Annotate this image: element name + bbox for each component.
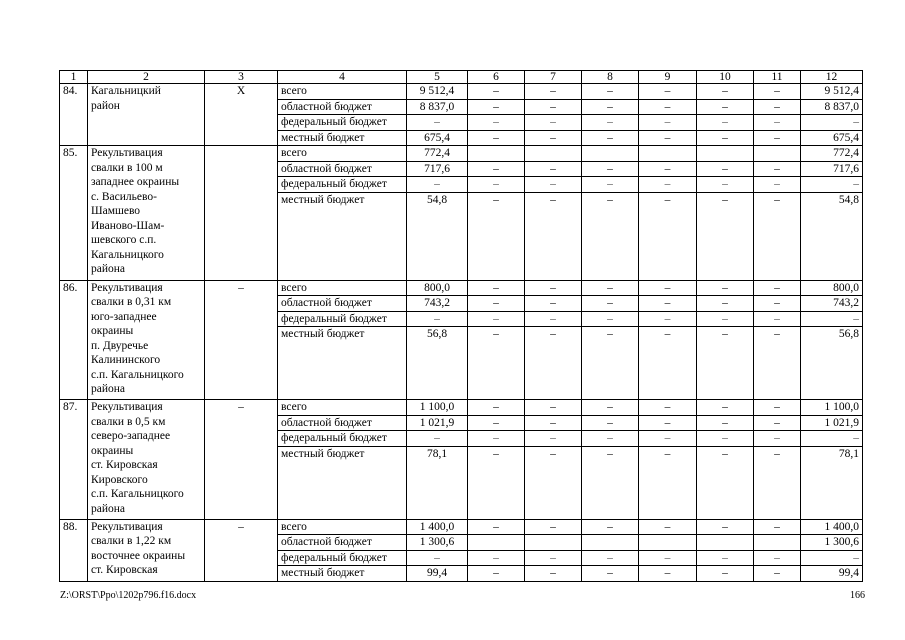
cell-year-value: – bbox=[582, 192, 639, 280]
cell-year-value: – bbox=[468, 415, 525, 431]
cell-year-value: – bbox=[754, 311, 801, 327]
cell-total: – bbox=[407, 550, 468, 566]
column-header: 12 bbox=[801, 71, 863, 84]
funding-source: федеральный бюджет bbox=[278, 550, 407, 566]
cell-year-value: – bbox=[582, 161, 639, 177]
cell-year-value: – bbox=[697, 192, 754, 280]
funding-source: всего bbox=[278, 280, 407, 296]
row-number: 87. bbox=[60, 400, 88, 520]
object-name-line: северо-западнее bbox=[91, 430, 171, 442]
cell-total: – bbox=[407, 311, 468, 327]
cell-year-value bbox=[754, 535, 801, 551]
funding-source: областной бюджет bbox=[278, 161, 407, 177]
funding-source: областной бюджет bbox=[278, 415, 407, 431]
cell-year-value: – bbox=[697, 566, 754, 582]
cell-year-value: – bbox=[582, 177, 639, 193]
cell-final: 1 100,0 bbox=[801, 400, 863, 416]
cell-year-value: – bbox=[468, 566, 525, 582]
cell-total: 99,4 bbox=[407, 566, 468, 582]
cell-year-value: – bbox=[582, 280, 639, 296]
cell-year-value: – bbox=[639, 400, 697, 416]
cell-year-value: – bbox=[582, 84, 639, 100]
cell-year-value: – bbox=[697, 519, 754, 535]
cell-year-value: – bbox=[754, 327, 801, 400]
object-name-line: район bbox=[91, 99, 120, 112]
cell-year-value: – bbox=[639, 115, 697, 131]
object-name-line: юго-западнее bbox=[91, 310, 157, 323]
table-header-row bbox=[60, 71, 863, 84]
cell-total: 743,2 bbox=[407, 296, 468, 312]
column-header: 3 bbox=[205, 71, 278, 84]
object-name-line: свалки в 100 м bbox=[91, 161, 163, 174]
row-number: 84. bbox=[60, 84, 88, 146]
cell-year-value bbox=[468, 146, 525, 162]
object-name-line: ст. Кировская bbox=[91, 459, 158, 471]
cell-final: 1 400,0 bbox=[801, 519, 863, 535]
cell-year-value: – bbox=[582, 550, 639, 566]
cell-year-value: – bbox=[525, 431, 582, 447]
object-name-line: Рекультивация bbox=[91, 281, 163, 294]
cell-total: – bbox=[407, 431, 468, 447]
footer-file-path: Z:\ORST\Ppo\1202p796.f16.docx bbox=[60, 590, 197, 601]
row-number: 86. bbox=[60, 280, 88, 400]
cell-year-value: – bbox=[468, 296, 525, 312]
cell-year-value: – bbox=[582, 400, 639, 416]
footer-page-number: 166 bbox=[850, 590, 865, 601]
object-name-line: Рекультивация bbox=[91, 520, 163, 533]
cell-year-value: – bbox=[468, 115, 525, 131]
cell-final: 1 021,9 bbox=[801, 415, 863, 431]
cell-year-value: – bbox=[697, 161, 754, 177]
column-3-value: Х bbox=[205, 84, 278, 146]
object-name-line: Шамшево bbox=[91, 205, 141, 217]
object-name-line: шевского с.п. bbox=[91, 234, 157, 246]
cell-year-value: – bbox=[468, 400, 525, 416]
cell-year-value: – bbox=[754, 280, 801, 296]
column-header: 6 bbox=[468, 71, 525, 84]
cell-final: 78,1 bbox=[801, 446, 863, 519]
cell-final: 9 512,4 bbox=[801, 84, 863, 100]
funding-source: местный бюджет bbox=[278, 566, 407, 582]
cell-year-value: – bbox=[754, 431, 801, 447]
cell-year-value: – bbox=[468, 177, 525, 193]
cell-year-value: – bbox=[525, 446, 582, 519]
cell-year-value: – bbox=[639, 327, 697, 400]
object-name-line: свалки в 0,5 км bbox=[91, 415, 166, 428]
object-name-line: окраины bbox=[91, 325, 134, 337]
cell-total: 1 100,0 bbox=[407, 400, 468, 416]
funding-source: федеральный бюджет bbox=[278, 177, 407, 193]
cell-year-value: – bbox=[754, 519, 801, 535]
funding-source: областной бюджет bbox=[278, 296, 407, 312]
cell-year-value: – bbox=[468, 280, 525, 296]
cell-year-value bbox=[697, 146, 754, 162]
cell-year-value: – bbox=[754, 115, 801, 131]
cell-year-value: – bbox=[754, 130, 801, 146]
cell-year-value: – bbox=[525, 311, 582, 327]
table-row bbox=[60, 400, 863, 416]
row-number: 85. bbox=[60, 146, 88, 281]
column-header: 9 bbox=[639, 71, 697, 84]
cell-year-value: – bbox=[525, 177, 582, 193]
funding-source: всего bbox=[278, 519, 407, 535]
cell-year-value: – bbox=[754, 192, 801, 280]
funding-source: федеральный бюджет bbox=[278, 115, 407, 131]
table-row bbox=[60, 146, 863, 162]
cell-year-value: – bbox=[639, 177, 697, 193]
cell-year-value: – bbox=[582, 130, 639, 146]
cell-year-value bbox=[468, 535, 525, 551]
cell-year-value: – bbox=[697, 550, 754, 566]
cell-year-value: – bbox=[525, 115, 582, 131]
funding-source: всего bbox=[278, 146, 407, 162]
object-name-line: Кагальницкого bbox=[91, 248, 164, 261]
cell-total: 1 400,0 bbox=[407, 519, 468, 535]
cell-final: 800,0 bbox=[801, 280, 863, 296]
cell-total: 1 021,9 bbox=[407, 415, 468, 431]
cell-year-value: – bbox=[468, 84, 525, 100]
funding-source: федеральный бюджет bbox=[278, 311, 407, 327]
cell-year-value: – bbox=[525, 99, 582, 115]
cell-total: – bbox=[407, 177, 468, 193]
cell-year-value: – bbox=[468, 550, 525, 566]
column-3-value: – bbox=[205, 280, 278, 400]
cell-final: 54,8 bbox=[801, 192, 863, 280]
cell-year-value: – bbox=[639, 130, 697, 146]
column-header: 2 bbox=[88, 71, 205, 84]
object-name-line: п. Двуречье bbox=[91, 339, 149, 352]
cell-total: 56,8 bbox=[407, 327, 468, 400]
cell-year-value bbox=[639, 146, 697, 162]
cell-year-value: – bbox=[754, 566, 801, 582]
cell-year-value: – bbox=[639, 192, 697, 280]
cell-year-value: – bbox=[754, 550, 801, 566]
funding-source: областной бюджет bbox=[278, 535, 407, 551]
cell-year-value: – bbox=[697, 84, 754, 100]
cell-year-value: – bbox=[639, 311, 697, 327]
table-row bbox=[60, 519, 863, 535]
cell-year-value: – bbox=[582, 327, 639, 400]
object-name-line: района bbox=[91, 383, 126, 395]
column-3-value bbox=[205, 146, 278, 281]
object-name bbox=[88, 84, 205, 146]
object-name bbox=[88, 280, 205, 400]
cell-total: 772,4 bbox=[407, 146, 468, 162]
cell-total: 675,4 bbox=[407, 130, 468, 146]
cell-year-value: – bbox=[525, 566, 582, 582]
cell-year-value bbox=[639, 535, 697, 551]
cell-year-value bbox=[582, 535, 639, 551]
cell-total: 8 837,0 bbox=[407, 99, 468, 115]
funding-source: всего bbox=[278, 84, 407, 100]
cell-year-value: – bbox=[582, 311, 639, 327]
column-header: 10 bbox=[697, 71, 754, 84]
object-name-line: окраины bbox=[91, 444, 134, 457]
cell-final: – bbox=[801, 311, 863, 327]
funding-source: местный бюджет bbox=[278, 446, 407, 519]
cell-year-value: – bbox=[582, 446, 639, 519]
cell-year-value: – bbox=[639, 550, 697, 566]
table-row bbox=[60, 84, 863, 100]
cell-year-value: – bbox=[582, 519, 639, 535]
cell-total: 54,8 bbox=[407, 192, 468, 280]
cell-year-value: – bbox=[754, 296, 801, 312]
cell-year-value bbox=[582, 146, 639, 162]
cell-year-value: – bbox=[468, 99, 525, 115]
cell-final: 772,4 bbox=[801, 146, 863, 162]
cell-year-value bbox=[525, 535, 582, 551]
object-name bbox=[88, 146, 205, 281]
cell-total: 717,6 bbox=[407, 161, 468, 177]
object-name-line: с. Васильево- bbox=[91, 190, 157, 203]
table-row bbox=[60, 280, 863, 296]
budget-table bbox=[59, 70, 863, 582]
cell-year-value: – bbox=[639, 84, 697, 100]
cell-year-value: – bbox=[525, 161, 582, 177]
cell-total: – bbox=[407, 115, 468, 131]
object-name-line: Иваново-Шам- bbox=[91, 219, 165, 232]
object-name-line: западнее окраины bbox=[91, 176, 180, 188]
cell-year-value bbox=[525, 146, 582, 162]
cell-year-value: – bbox=[697, 400, 754, 416]
row-number: 88. bbox=[60, 519, 88, 581]
object-name bbox=[88, 519, 205, 581]
cell-year-value: – bbox=[754, 177, 801, 193]
object-name-line: с.п. Кагальницкого bbox=[91, 488, 184, 500]
cell-year-value: – bbox=[697, 415, 754, 431]
cell-year-value: – bbox=[697, 280, 754, 296]
cell-final: 56,8 bbox=[801, 327, 863, 400]
object-name-line: Рекультивация bbox=[91, 147, 163, 159]
object-name-line: с.п. Кагальницкого bbox=[91, 368, 184, 381]
cell-year-value: – bbox=[525, 519, 582, 535]
cell-year-value: – bbox=[525, 400, 582, 416]
cell-year-value: – bbox=[525, 280, 582, 296]
cell-year-value: – bbox=[468, 431, 525, 447]
object-name-line: Кировского bbox=[91, 473, 148, 486]
cell-final: – bbox=[801, 431, 863, 447]
cell-year-value: – bbox=[468, 327, 525, 400]
object-name-line: Калининского bbox=[91, 354, 161, 366]
cell-final: 1 300,6 bbox=[801, 535, 863, 551]
column-3-value: – bbox=[205, 519, 278, 581]
cell-year-value: – bbox=[525, 84, 582, 100]
cell-final: 675,4 bbox=[801, 130, 863, 146]
cell-total: 800,0 bbox=[407, 280, 468, 296]
cell-year-value: – bbox=[754, 400, 801, 416]
cell-total: 1 300,6 bbox=[407, 535, 468, 551]
cell-year-value: – bbox=[525, 415, 582, 431]
cell-final: – bbox=[801, 177, 863, 193]
cell-year-value: – bbox=[525, 327, 582, 400]
funding-source: всего bbox=[278, 400, 407, 416]
cell-year-value: – bbox=[754, 99, 801, 115]
cell-year-value: – bbox=[525, 550, 582, 566]
cell-year-value: – bbox=[697, 296, 754, 312]
cell-year-value: – bbox=[468, 161, 525, 177]
cell-year-value: – bbox=[639, 296, 697, 312]
cell-year-value: – bbox=[639, 431, 697, 447]
cell-year-value: – bbox=[525, 296, 582, 312]
cell-year-value: – bbox=[582, 431, 639, 447]
cell-year-value: – bbox=[697, 177, 754, 193]
cell-year-value: – bbox=[582, 296, 639, 312]
cell-total: 78,1 bbox=[407, 446, 468, 519]
cell-year-value: – bbox=[468, 446, 525, 519]
cell-year-value bbox=[754, 146, 801, 162]
funding-source: местный бюджет bbox=[278, 327, 407, 400]
cell-year-value: – bbox=[639, 415, 697, 431]
cell-year-value: – bbox=[697, 115, 754, 131]
cell-total: 9 512,4 bbox=[407, 84, 468, 100]
cell-year-value: – bbox=[697, 99, 754, 115]
funding-source: федеральный бюджет bbox=[278, 431, 407, 447]
cell-year-value: – bbox=[697, 446, 754, 519]
cell-year-value: – bbox=[582, 566, 639, 582]
cell-year-value: – bbox=[639, 280, 697, 296]
object-name-line: Кагальницкий bbox=[91, 85, 161, 97]
object-name-line: свалки в 0,31 км bbox=[91, 296, 172, 308]
cell-final: 717,6 bbox=[801, 161, 863, 177]
column-header: 1 bbox=[60, 71, 88, 84]
cell-year-value bbox=[697, 535, 754, 551]
cell-year-value: – bbox=[639, 446, 697, 519]
cell-year-value: – bbox=[468, 311, 525, 327]
cell-year-value: – bbox=[639, 519, 697, 535]
column-header: 11 bbox=[754, 71, 801, 84]
cell-final: 8 837,0 bbox=[801, 99, 863, 115]
cell-year-value: – bbox=[697, 311, 754, 327]
object-name bbox=[88, 400, 205, 520]
cell-year-value: – bbox=[639, 161, 697, 177]
cell-final: – bbox=[801, 115, 863, 131]
object-name-line: свалки в 1,22 км bbox=[91, 535, 172, 547]
cell-year-value: – bbox=[639, 566, 697, 582]
cell-year-value: – bbox=[639, 99, 697, 115]
cell-year-value: – bbox=[468, 519, 525, 535]
cell-year-value: – bbox=[468, 192, 525, 280]
column-3-value: – bbox=[205, 400, 278, 520]
cell-year-value: – bbox=[468, 130, 525, 146]
column-header: 4 bbox=[278, 71, 407, 84]
cell-year-value: – bbox=[697, 327, 754, 400]
cell-year-value: – bbox=[754, 415, 801, 431]
cell-year-value: – bbox=[697, 431, 754, 447]
cell-year-value: – bbox=[525, 192, 582, 280]
cell-final: – bbox=[801, 550, 863, 566]
cell-year-value: – bbox=[582, 115, 639, 131]
object-name-line: района bbox=[91, 502, 126, 515]
object-name-line: ст. Кировская bbox=[91, 564, 158, 576]
cell-year-value: – bbox=[525, 130, 582, 146]
cell-final: 743,2 bbox=[801, 296, 863, 312]
object-name-line: восточнее окраины bbox=[91, 549, 186, 562]
funding-source: областной бюджет bbox=[278, 99, 407, 115]
cell-final: 99,4 bbox=[801, 566, 863, 582]
cell-year-value: – bbox=[582, 99, 639, 115]
cell-year-value: – bbox=[754, 446, 801, 519]
cell-year-value: – bbox=[754, 161, 801, 177]
column-header: 5 bbox=[407, 71, 468, 84]
object-name-line: района bbox=[91, 263, 126, 275]
column-header: 7 bbox=[525, 71, 582, 84]
funding-source: местный бюджет bbox=[278, 130, 407, 146]
column-header: 8 bbox=[582, 71, 639, 84]
cell-year-value: – bbox=[582, 415, 639, 431]
funding-source: местный бюджет bbox=[278, 192, 407, 280]
cell-year-value: – bbox=[697, 130, 754, 146]
cell-year-value: – bbox=[754, 84, 801, 100]
object-name-line: Рекультивация bbox=[91, 401, 163, 413]
